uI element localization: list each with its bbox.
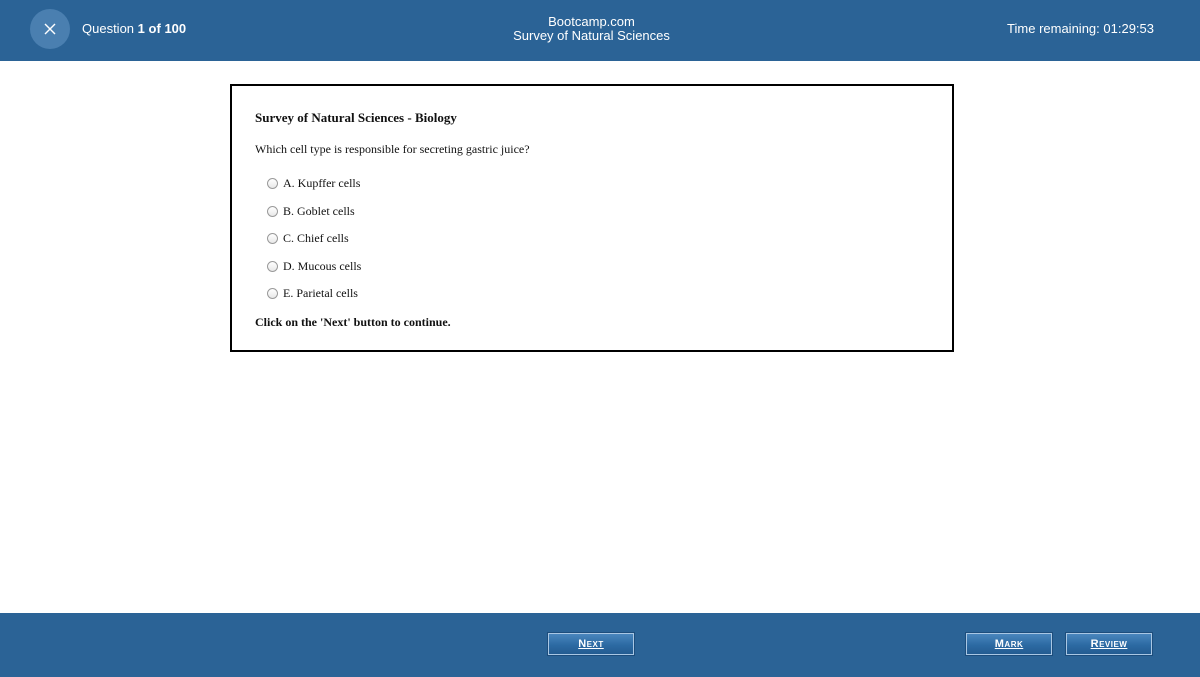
bottom-bar: [0, 613, 1200, 677]
question-text: Which cell type is responsible for secreting gastric juice?: [255, 142, 530, 156]
close-button[interactable]: [30, 9, 70, 49]
question-of: of: [148, 21, 161, 36]
answer-label: A. Kupffer cells: [283, 176, 361, 191]
radio-button[interactable]: [267, 261, 278, 272]
answer-label: C. Chief cells: [283, 231, 349, 246]
question-counter: [82, 21, 186, 37]
mark-label: Mark: [994, 638, 1024, 650]
time-remaining: [1007, 21, 1154, 37]
question-current: 1: [137, 21, 145, 36]
radio-button[interactable]: [267, 178, 278, 189]
close-icon: [43, 22, 57, 36]
answer-option-e[interactable]: [267, 280, 361, 308]
question-total: 100: [164, 21, 187, 36]
answer-options: [267, 170, 361, 308]
radio-button[interactable]: [267, 288, 278, 299]
answer-label: D. Mucous cells: [283, 258, 362, 273]
exam-name: Survey of Natural Sciences: [513, 28, 670, 43]
top-bar: [0, 0, 1200, 61]
answer-label: E. Parietal cells: [283, 286, 358, 301]
question-label: Question: [82, 21, 135, 36]
mark-button[interactable]: [966, 633, 1052, 655]
answer-label: B. Goblet cells: [283, 203, 355, 218]
timer-label: Time remaining:: [1007, 21, 1100, 36]
answer-option-d[interactable]: [267, 253, 361, 281]
answer-option-a[interactable]: [267, 170, 361, 198]
next-label: Next: [578, 638, 604, 650]
answer-option-c[interactable]: [267, 225, 361, 253]
exam-title: [400, 15, 783, 43]
question-title: Survey of Natural Sciences - Biology: [255, 110, 457, 125]
question-panel: [230, 84, 954, 352]
radio-button[interactable]: [267, 233, 278, 244]
instruction-text: Click on the 'Next' button to continue.: [255, 315, 451, 329]
timer-value: 01:29:53: [1103, 21, 1154, 36]
radio-button[interactable]: [267, 206, 278, 217]
answer-option-b[interactable]: [267, 198, 361, 226]
next-button[interactable]: [548, 633, 634, 655]
review-button[interactable]: [1066, 633, 1152, 655]
site-name: Bootcamp.com: [548, 14, 635, 29]
review-label: Review: [1090, 638, 1128, 650]
